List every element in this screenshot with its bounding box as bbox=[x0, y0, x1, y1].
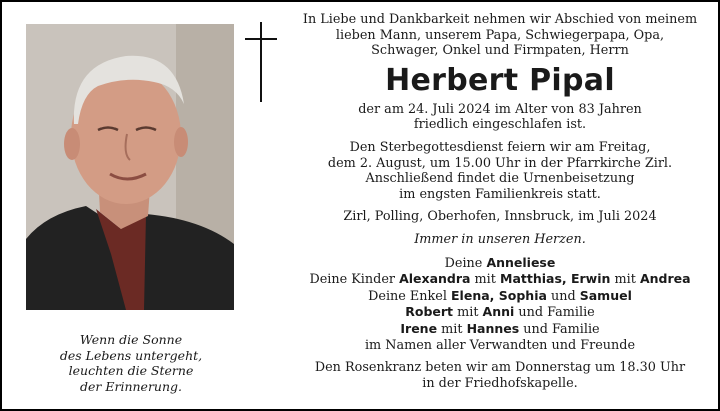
poem-line: leuchten die Sterne bbox=[68, 363, 194, 378]
family-line-irene: Irene mit Hannes und Familie bbox=[400, 320, 600, 337]
intro-line: lieben Mann, unserem Papa, Schwiegerpapa, Opa, bbox=[335, 27, 665, 43]
places-date: Zirl, Polling, Oberhofen, Innsbruck, im Juli 2024 bbox=[343, 209, 657, 225]
poem-line: der Erinnerung. bbox=[80, 378, 182, 394]
death-line: der am 24. Juli 2024 im Alter von 83 Jahren bbox=[358, 101, 642, 117]
family-line-spouse: Deine Anneliese bbox=[444, 254, 556, 271]
funeral-line: im engsten Familienkreis statt. bbox=[399, 186, 601, 202]
deceased-name: Herbert Pipal bbox=[385, 62, 615, 98]
obituary-text bbox=[292, 12, 708, 391]
portrait-illustration bbox=[26, 24, 234, 310]
cross-icon bbox=[245, 22, 277, 102]
poem-line: Wenn die Sonne bbox=[79, 332, 183, 347]
rosary-line: Den Rosenkranz beten wir am Donnerstag um 18.30 Uhr bbox=[314, 360, 686, 376]
poem bbox=[46, 332, 216, 394]
rosary-line: in der Friedhofskapelle. bbox=[422, 375, 578, 391]
family-line-grandchildren: Deine Enkel Elena, Sophia und Samuel bbox=[368, 287, 632, 304]
funeral-line: Den Sterbegottesdienst feiern wir am Freitag, bbox=[349, 139, 651, 155]
portrait-photo bbox=[26, 24, 234, 310]
intro-line: Schwager, Onkel und Firmpaten, Herrn bbox=[371, 43, 629, 59]
poem-line: des Lebens untergeht, bbox=[59, 347, 203, 363]
family-line-relatives: im Namen aller Verwandten und Freunde bbox=[364, 337, 636, 353]
funeral-line: dem 2. August, um 15.00 Uhr in der Pfarrkirche Zirl. bbox=[327, 155, 673, 171]
family-line-children: Deine Kinder Alexandra mit Matthias, Erwin mit Andrea bbox=[309, 271, 691, 288]
intro-line: In Liebe und Dankbarkeit nehmen wir Abschied von meinem bbox=[302, 12, 698, 27]
motto: Immer in unseren Herzen. bbox=[414, 231, 586, 247]
funeral-line: Anschließend findet die Urnenbeisetzung bbox=[365, 171, 635, 187]
death-line: friedlich eingeschlafen ist. bbox=[413, 117, 587, 133]
family-line-robert: Robert mit Anni und Familie bbox=[405, 304, 595, 321]
